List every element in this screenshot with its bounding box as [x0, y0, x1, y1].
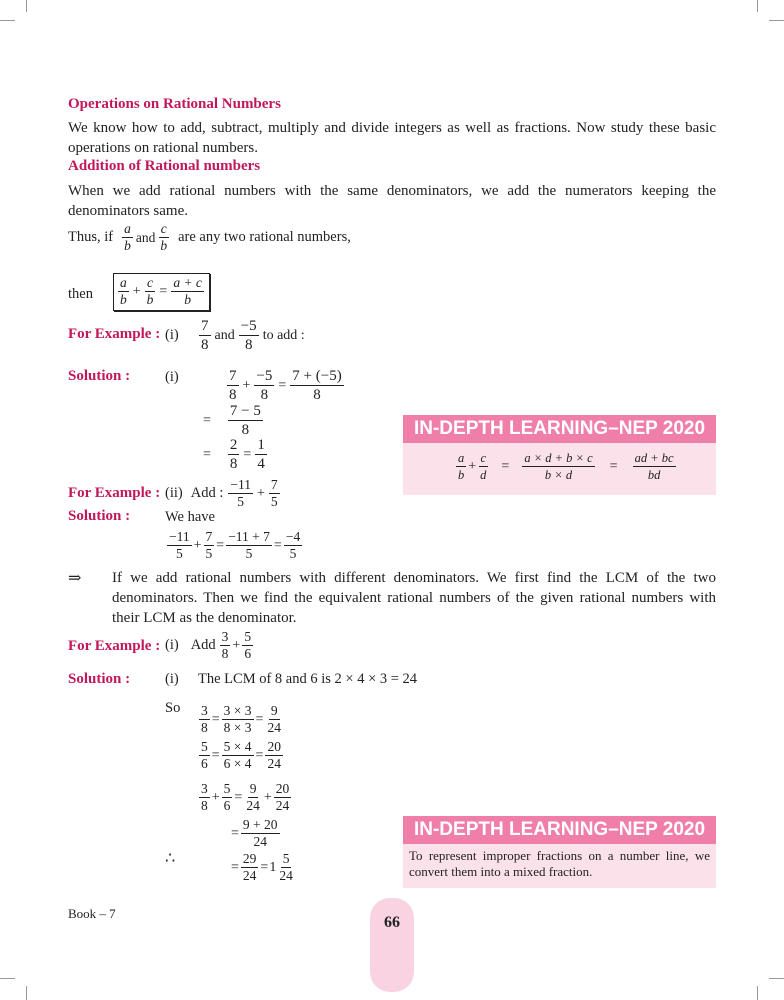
solution-1-number: (i) — [165, 369, 179, 385]
so-text: So — [165, 700, 181, 716]
fraction-a-b: $\frac{a}{b}$ — [124, 221, 131, 253]
s2-frac-2: $\frac{7}{5}$ — [205, 529, 213, 561]
therefore-symbol: ∴ — [165, 850, 176, 867]
then-text: then — [68, 286, 93, 302]
s3e3-frac-4: $\frac{20}{24}$ — [275, 781, 290, 813]
nep-box-2-title: IN-DEPTH LEARNING–NEP 2020 — [403, 816, 716, 844]
nep-box-1-body — [403, 443, 716, 495]
solution-3-eq-1: $\frac{3}{8}$ = $\frac{3 \times 3}{8 \times 3}$ = $\frac{9}{24}$ — [201, 703, 281, 735]
example-2-add: Add : — [190, 485, 224, 501]
for-example-label-2: For Example : — [68, 485, 161, 501]
are-any-text: are any two rational numbers, — [178, 229, 351, 245]
intro-paragraph: We know how to add, subtract, multiply and divide integers as well as fractions. Now study these basic operations on rational numbers. — [68, 120, 716, 156]
implies-arrow: ⇒ — [68, 570, 82, 587]
s3e2-frac-2: $\frac{5 \times 4}{6 \times 4}$ — [223, 739, 252, 771]
s3e5-frac: $\frac{29}{24}$ — [242, 851, 257, 883]
fraction-c-b: $\frac{c}{b}$ — [160, 221, 168, 253]
s1-frac-1: $\frac{7}{8}$ — [229, 368, 237, 403]
example-1-to-add: to add : — [262, 327, 305, 343]
ex2-frac-2: $\frac{7}{5}$ — [270, 477, 278, 509]
solution-1-row-3: = $\frac{2}{8}$ = $\frac{1}{4}$ — [203, 437, 265, 472]
s3e3-frac-3: $\frac{9}{24}$ — [246, 781, 260, 813]
ex2-frac-1: $\frac{-11}{5}$ — [230, 477, 251, 509]
solution-2-expression: $\frac{-11}{5}$ + $\frac{7}{5}$ = $\frac{-11 + 7}{5}$ = $\frac{-4}{5}$ — [169, 529, 301, 561]
thus-if-text: Thus, if — [68, 229, 114, 245]
mixed-whole: 1 — [269, 859, 277, 875]
equals-sign: = — [159, 283, 168, 299]
boxed-formula — [113, 273, 210, 311]
rule-different-denominators: If we add rational numbers with different denominators. We first find the LCM of the two denominators. Then we find the equivalent rational numbers of the given rational numbers with their LCM as the denominator. — [112, 570, 716, 626]
s3e1-frac-3: $\frac{9}{24}$ — [267, 703, 281, 735]
page-number-tab — [370, 898, 414, 992]
ex3-frac-1: $\frac{3}{8}$ — [221, 629, 229, 661]
solution-3-eq-4: = $\frac{9 + 20}{24}$ — [231, 817, 278, 849]
for-example-label-3: For Example : — [68, 638, 161, 654]
ex3-frac-2: $\frac{5}{6}$ — [244, 629, 252, 661]
solution-1-row-1: $\frac{7}{8}$ + $\frac{-5}{8}$ = $\frac{7 + (-5)}{8}$ — [229, 368, 342, 403]
crop-mark-top-left-v — [26, 0, 27, 12]
s1-frac-3: $\frac{7 + (-5)}{8}$ — [292, 368, 342, 403]
solution-label-1: Solution : — [68, 368, 131, 384]
s3e1-frac-1: $\frac{3}{8}$ — [201, 703, 208, 735]
s3e3-frac-2: $\frac{5}{6}$ — [223, 781, 231, 813]
s1-frac-2: $\frac{-5}{8}$ — [256, 368, 273, 403]
solution-3-eq-5: = $\frac{29}{24}$ = 1 $\frac{5}{24}$ — [231, 851, 293, 883]
crop-mark-bottom-left — [0, 978, 15, 979]
s3e2-frac-1: $\frac{5}{6}$ — [201, 739, 208, 771]
crop-mark-top-right — [769, 20, 784, 21]
example-2-line: (ii) Add : $\frac{-11}{5}$ + $\frac{7}{5}$ — [165, 477, 278, 509]
solution-label-3: Solution : — [68, 671, 131, 687]
example-1-expression — [198, 318, 305, 353]
example-1-and: and — [214, 327, 235, 343]
crop-mark-top-left — [0, 20, 15, 21]
s2-frac-4: $\frac{-4}{5}$ — [285, 529, 301, 561]
nep-box-2-text: To represent improper fractions on a number line, we convert them into a mixed fraction. — [409, 848, 710, 879]
lcm-text: The LCM of 8 and 6 is 2 × 4 × 3 = 24 — [198, 671, 418, 687]
crop-mark-top-right-v — [757, 0, 758, 12]
s1-frac-5: $\frac{2}{8}$ — [229, 437, 238, 472]
example-2-number: (ii) — [165, 485, 183, 501]
nep-box-1 — [403, 415, 716, 495]
nep-box-2-body — [403, 844, 716, 888]
section-heading: Operations on Rational Numbers — [68, 96, 281, 112]
nep-frac-expanded: $\frac{a \times d + b \times c}{b \times d}$ — [524, 451, 593, 482]
s3e2-frac-3: $\frac{20}{24}$ — [267, 739, 281, 771]
page-number: 66 — [384, 914, 400, 931]
book-label: Book – 7 — [68, 906, 116, 921]
frac-c-b: $\frac{c}{b}$ — [146, 275, 154, 307]
crop-mark-bottom-right-v — [757, 986, 758, 1000]
example-3-number: (i) — [165, 637, 179, 653]
s1-frac-4: $\frac{7 - 5}{8}$ — [229, 403, 261, 438]
example-3-add: Add — [190, 637, 216, 653]
crop-mark-bottom-left-v — [26, 986, 27, 1000]
and-text: and — [135, 229, 156, 245]
solution-1-row-2: = $\frac{7 - 5}{8}$ — [203, 403, 261, 438]
nep-frac-simplified: $\frac{ad + bc}{bd}$ — [634, 451, 674, 482]
nep-box-1-formula: $\frac{a}{b}$ + $\frac{c}{d}$ = $\frac{a \times d + b \times c}{b \times d}$ = $\frac{ad + bc}{bd}$ — [458, 451, 674, 482]
s3e1-frac-2: $\frac{3 \times 3}{8 \times 3}$ — [223, 703, 252, 735]
example-1-frac-b: $\frac{-5}{8}$ — [240, 318, 257, 353]
s1-frac-6: $\frac{1}{4}$ — [257, 437, 265, 472]
solution-3-eq-3: $\frac{3}{8}$ + $\frac{5}{6}$ = $\frac{9}{24}$ + $\frac{20}{24}$ — [201, 781, 290, 813]
subsection-heading: Addition of Rational numbers — [68, 158, 261, 174]
for-example-label-1: For Example : — [68, 326, 161, 342]
thus-if-line — [68, 222, 351, 253]
example-1-frac-a: $\frac{7}{8}$ — [201, 318, 209, 353]
nep-box-2 — [403, 816, 716, 888]
solution-label-2: Solution : — [68, 508, 131, 524]
plus-sign: + — [132, 283, 141, 299]
we-have-text: We have — [165, 509, 215, 525]
s2-frac-1: $\frac{-11}{5}$ — [169, 529, 190, 561]
example-1-number: (i) — [165, 327, 179, 343]
nep-frac-a-b: $\frac{a}{b}$ — [458, 451, 465, 482]
s3e4-frac: $\frac{9 + 20}{24}$ — [242, 817, 278, 849]
example-3-line: (i) Add $\frac{3}{8}$ + $\frac{5}{6}$ — [165, 629, 252, 661]
mixed-frac: $\frac{5}{24}$ — [279, 851, 293, 883]
s2-frac-3: $\frac{-11 + 7}{5}$ — [228, 529, 270, 561]
nep-frac-c-d: $\frac{c}{d}$ — [480, 451, 487, 482]
frac-a-b: $\frac{a}{b}$ — [120, 275, 127, 307]
crop-mark-bottom-right — [769, 978, 784, 979]
solution-3-eq-2: $\frac{5}{6}$ = $\frac{5 \times 4}{6 \times 4}$ = $\frac{20}{24}$ — [201, 739, 281, 771]
rule-same-denominator: When we add rational numbers with the same denominators, we add the numerators keeping the denominators same. — [68, 183, 716, 219]
nep-box-1-title: IN-DEPTH LEARNING–NEP 2020 — [403, 415, 716, 443]
s3e3-frac-1: $\frac{3}{8}$ — [201, 781, 208, 813]
solution-3-number: (i) — [165, 671, 179, 687]
frac-a-plus-c-b: $\frac{a + c}{b}$ — [173, 275, 202, 307]
